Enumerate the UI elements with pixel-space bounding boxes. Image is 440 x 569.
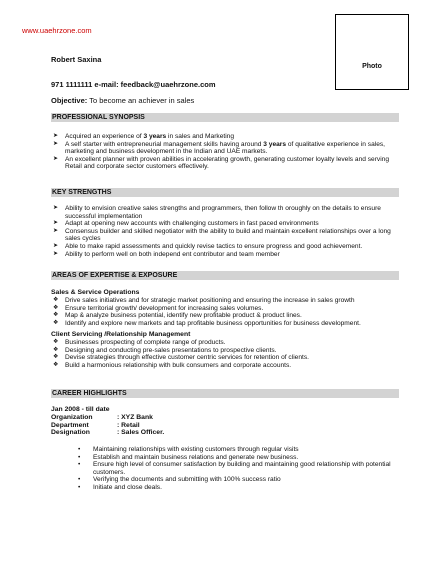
diamond-bullet-icon: ❖ — [53, 297, 59, 303]
arrow-bullet-icon: ➤ — [53, 220, 59, 227]
career-row: Designation : Sales Officer. — [51, 429, 165, 437]
arrow-bullet-icon: ➤ — [53, 133, 59, 139]
arrow-bullet-icon: ➤ — [53, 140, 59, 147]
section-career-highlights: CAREER HIGHLIGHTS — [51, 389, 399, 398]
diamond-bullet-icon: ❖ — [53, 312, 59, 319]
objective — [51, 96, 194, 105]
client-servicing-list — [51, 339, 396, 369]
section-areas-of-expertise: AREAS OF EXPERTISE & EXPOSURE — [51, 271, 399, 280]
list-item: ➤ Able to make rapid assessments and quickly revise tactics to ensure progress and good achievement. — [53, 242, 363, 250]
photo-placeholder — [335, 14, 409, 90]
list-item: ❖ Drive sales initiatives and for strategic market positioning and ensuring the increase in sales growth — [53, 297, 355, 304]
list-item: ❖ Map & analyze business potential, identify new profitable product & product lines. — [53, 312, 302, 320]
arrow-bullet-icon: ➤ — [53, 227, 59, 234]
list-item: ❖ Devise strategies through effective customer centric services for retention of clients. — [53, 354, 309, 362]
website-url[interactable]: www.uaehrzone.com — [22, 26, 92, 35]
contact-line: 971 1111111 e-mail: feedback@uaehrzone.com — [51, 80, 216, 89]
section-key-strengths: KEY STRENGTHS — [51, 188, 399, 197]
diamond-bullet-icon: ❖ — [53, 346, 59, 353]
candidate-name: Robert Saxina — [51, 55, 102, 64]
diamond-bullet-icon: ❖ — [53, 304, 59, 311]
objective-label: Objective: — [51, 96, 88, 105]
list-item: ➤ A self starter with entrepreneurial management skills having around 3 years of qualitative experience in sales, marketing and business development in the Indian and UAE markets. — [53, 140, 385, 156]
synopsis-list — [51, 133, 396, 171]
list-item: • Establish and maintain business relations and generate new business. — [78, 454, 398, 462]
list-item: ➤ Ability to envision creative sales strengths and programmers, then follow th oroughly on the details to ensure successful implementation — [53, 205, 381, 220]
section-professional-synopsis: PROFESSIONAL SYNOPSIS — [51, 113, 399, 122]
list-item: ❖ Businesses prospecting of complete range of products. — [53, 339, 226, 346]
career-period: Jan 2008 - till date — [51, 406, 110, 413]
subhead-sales-service: Sales & Service Operations — [51, 289, 140, 296]
list-item: ➤ An excellent planner with proven abilities in accelerating growth, generating customer loyalty levels and serving Retail and corporate sector customers effectively. — [53, 155, 390, 171]
strengths-list — [51, 205, 396, 258]
list-item: ❖ Designing and conducting pre-sales presentations to prospective clients. — [53, 346, 277, 354]
career-duties-list — [78, 446, 398, 492]
diamond-bullet-icon: ❖ — [53, 361, 59, 368]
subhead-client-servicing: Client Servicing /Relationship Management — [51, 331, 191, 338]
career-job-info — [51, 406, 164, 437]
list-item: ➤ Ability to perform well on both independ ent contributor and team member — [53, 250, 280, 258]
career-row: Organization : XYZ Bank — [51, 413, 153, 421]
arrow-bullet-icon: ➤ — [53, 250, 59, 257]
career-row: Department : Retail — [51, 421, 140, 429]
diamond-bullet-icon: ❖ — [53, 339, 59, 345]
objective-text: To become an achiever in sales — [89, 96, 195, 105]
list-item: • Verifying the documents and submitting with 100% success ratio — [78, 476, 398, 484]
arrow-bullet-icon: ➤ — [53, 155, 59, 162]
diamond-bullet-icon: ❖ — [53, 319, 59, 326]
list-item: ❖ Build a harmonious relationship with bulk consumers and corporate accounts. — [53, 361, 292, 369]
list-item: ➤ Acquired an experience of 3 years in sales and Marketing — [53, 133, 234, 140]
sales-ops-list — [51, 297, 396, 327]
photo-label: Photo — [362, 63, 382, 70]
arrow-bullet-icon: ➤ — [53, 242, 59, 249]
list-item: • Ensure high level of consumer satisfaction by building and maintaining good relationship with potential customers. — [78, 461, 398, 476]
list-item: • Initiate and close deals. — [78, 484, 398, 492]
arrow-bullet-icon: ➤ — [53, 205, 59, 211]
list-item: ➤ Adapt at opening new accounts with challenging customers in fast paced environments — [53, 220, 319, 228]
list-item: • Maintaining relationships with existing customers through regular visits — [78, 446, 398, 454]
diamond-bullet-icon: ❖ — [53, 354, 59, 361]
list-item: ❖ Ensure territorial growth/ development for increasing sales volumes. — [53, 304, 264, 312]
list-item: ➤ Consensus builder and skilled negotiator with the ability to build and maintain excellent relationships over a long sales cycles — [53, 227, 391, 243]
list-item: ❖ Identify and explore new markets and tap profitable business opportunities for business development. — [53, 319, 361, 327]
